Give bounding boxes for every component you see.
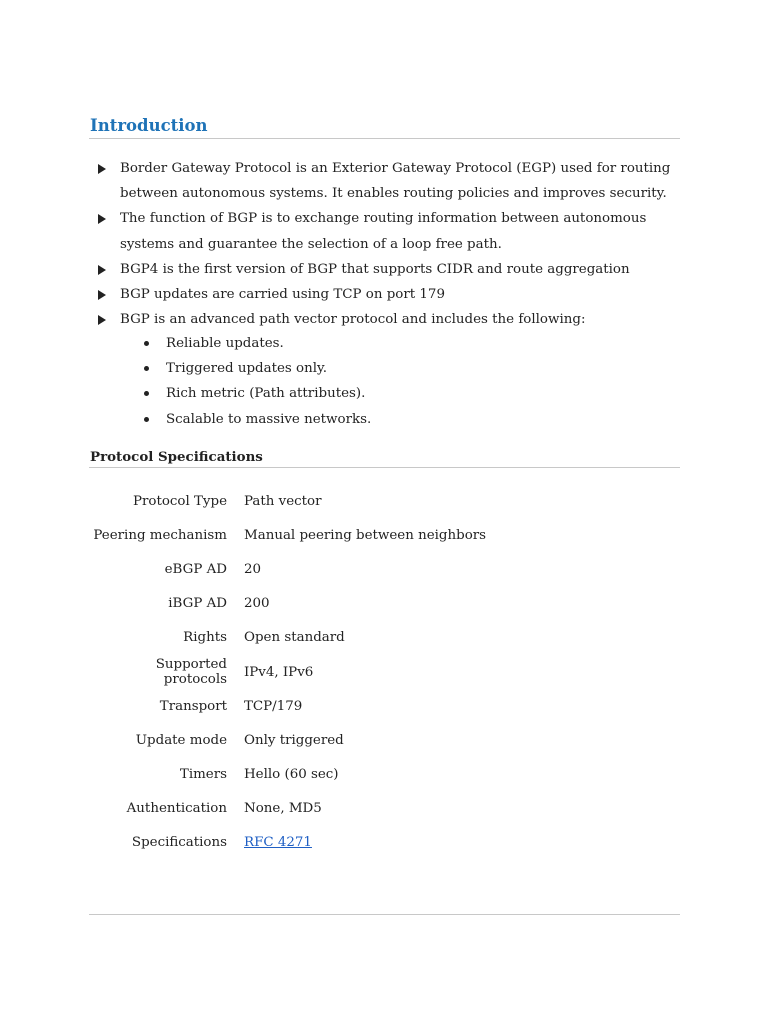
spec-key: Rights [183, 630, 227, 646]
spec-row [89, 655, 486, 689]
spec-key: Specifications [131, 835, 227, 851]
spec-key: iBGP AD [168, 596, 227, 612]
bullet-dot-icon [144, 341, 149, 346]
spec-key: Authentication [126, 801, 227, 817]
spec-value: IPv4, IPv6 [244, 664, 314, 680]
feature-text: Scalable to massive networks. [166, 411, 372, 427]
spec-row [89, 518, 486, 552]
intro-point [96, 257, 676, 282]
protocol-specifications-heading: Protocol Specifications [90, 449, 263, 465]
spec-value: None, MD5 [244, 801, 322, 817]
intro-point [96, 156, 676, 206]
spec-row [89, 689, 486, 723]
intro-point [96, 282, 676, 307]
spec-row [89, 792, 486, 826]
arrow-bullet-icon [98, 315, 106, 325]
spec-row [89, 484, 486, 518]
spec-row [89, 621, 486, 655]
intro-point-text: The function of BGP is to exchange routing information between autonomous systems and guarantee the selection of a loop free path. [120, 211, 647, 252]
arrow-bullet-icon [98, 214, 106, 224]
spec-row [89, 826, 486, 860]
footer-divider [89, 914, 680, 915]
spec-value: TCP/179 [244, 698, 303, 714]
feature-text: Reliable updates. [166, 336, 284, 351]
arrow-bullet-icon [98, 265, 106, 275]
intro-point-text: BGP updates are carried using TCP on port 179 [120, 287, 445, 303]
intro-point [96, 206, 676, 256]
spec-value: 20 [244, 561, 262, 577]
spec-key: Transport [159, 698, 227, 714]
arrow-bullet-icon [98, 290, 106, 300]
feature-text: Triggered updates only. [166, 361, 328, 377]
feature-item [144, 407, 371, 432]
heading-divider [89, 467, 680, 468]
spec-value: Manual peering between neighbors [244, 527, 487, 543]
feature-item [144, 356, 371, 381]
spec-value: Only triggered [244, 732, 344, 748]
spec-value: 200 [244, 596, 270, 612]
spec-key: Timers [179, 767, 227, 783]
bullet-dot-icon [144, 417, 149, 422]
introduction-heading: Introduction [90, 116, 208, 135]
spec-key: Update mode [135, 732, 227, 748]
feature-item [144, 381, 371, 406]
spec-key: eBGP AD [164, 561, 227, 577]
spec-key: Peering mechanism [93, 527, 227, 543]
arrow-bullet-icon [98, 164, 106, 174]
spec-value: Path vector [244, 493, 322, 509]
heading-divider [89, 138, 680, 139]
bullet-dot-icon [144, 366, 149, 371]
spec-row [89, 758, 486, 792]
spec-row [89, 587, 486, 621]
intro-point-list [96, 156, 676, 332]
intro-point-text: Border Gateway Protocol is an Exterior Gateway Protocol (EGP) used for routing between autonomous systems. It enables routing policies and improves security. [120, 161, 671, 202]
spec-value: Open standard [244, 630, 345, 646]
spec-table [89, 484, 486, 860]
rfc-4271-link[interactable]: RFC 4271 [244, 835, 312, 851]
feature-item [144, 331, 371, 356]
spec-value [244, 826, 486, 860]
bullet-dot-icon [144, 391, 149, 396]
intro-point-text: BGP4 is the first version of BGP that supports CIDR and route aggregation [120, 261, 630, 277]
feature-text: Rich metric (Path attributes). [166, 386, 366, 402]
intro-point-text: BGP is an advanced path vector protocol and includes the following: [120, 312, 586, 328]
spec-key: Protocol Type [132, 493, 227, 509]
spec-key: Supported protocols [155, 657, 227, 688]
spec-row [89, 552, 486, 586]
spec-value: Hello (60 sec) [244, 767, 339, 783]
intro-point [96, 307, 676, 332]
feature-list [144, 331, 371, 432]
spec-row [89, 723, 486, 757]
